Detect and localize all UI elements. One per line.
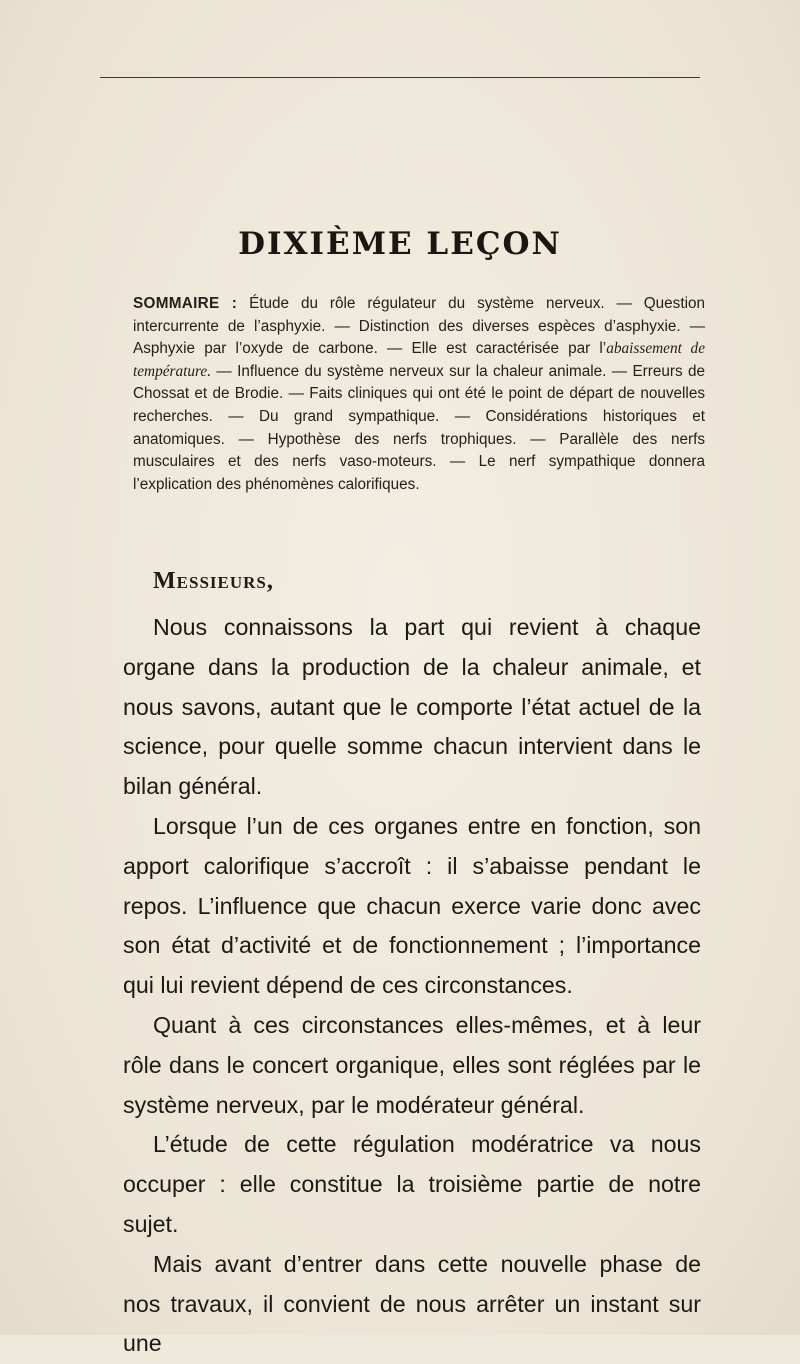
paragraph: Quant à ces circonstances elles-mêmes, et à leur rôle dans le concert organique, elles sont réglées par le système nerveux, par le modérateur général. [123,1011,701,1118]
paragraph: Mais avant d’entrer dans cette nouvelle phase de nos travaux, il convient de nous arrêter un instant sur une [123,1250,701,1357]
paragraph: Lorsque l’un de ces organes entre en fonction, son apport calorifique s’accroît : il s’abaisse pendant le repos. L’influence que chacun exerce varie donc avec son état d’activité et de fonctionnement ; l’importance qui lui revient dépend de ces circonstances. [123,812,701,999]
lesson-heading: DIXIÈME LEÇON [238,226,562,262]
paragraph: Nous connaissons la part qui revient à chaque organe dans la production de la chaleur animale, et nous savons, autant que le comporte l’état actuel de la science, pour quelle somme chacun intervient dans le bilan général. [123,614,701,800]
summary-label: SOMMAIRE : [133,295,238,312]
summary-block [133,293,705,496]
summary-emphasis: abaissement de température. [133,340,705,380]
header-rule [100,77,700,78]
summary-text-start: Étude du rôle régulateur du système nerveux. — Question intercurrente de l’asphyxie. — Distinction des diverses espèces d’asphyxie. — Asphyxie par l’oxyde de carbone. — Elle est caractérisée par l’ [133,295,705,358]
body-text [123,608,701,1364]
salutation: Messieurs, [153,568,274,594]
summary-text-end: — Influence du système nerveux sur la chaleur animale. — Erreurs de Chossat et de Brodie. — Faits cliniques qui ont été le point de départ de nouvelles recherches. — Du grand sympathique. — Considérations historiques et anatomiques. — Hypothèse des nerfs trophiques. — Parallèle des nerfs musculaires et des nerfs vaso-moteurs. — Le nerf sympathique donnera l’explication des phénomènes calorifiques. [133,362,705,493]
paragraph: L’étude de cette régulation modératrice va nous occuper : elle constitue la troisième partie de notre sujet. [123,1131,701,1237]
